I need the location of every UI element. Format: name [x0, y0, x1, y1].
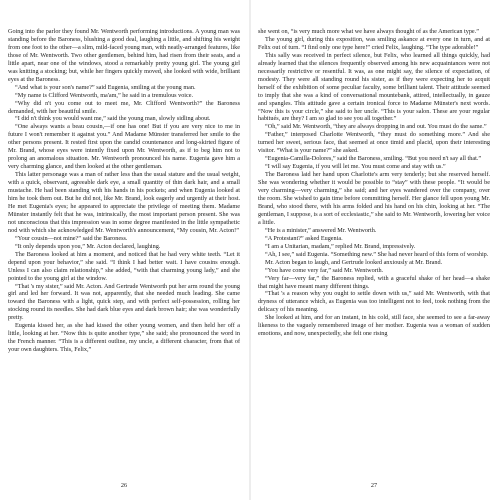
paragraph: This latter personage was a man of rather less than the usual stature and the usual weight, with a quick, observant, agreeable dark eye, a small quantity of thin dark hair, and a small mustache. He had been standing with his hands in his pockets; and when Eugenia looked at him he took them out. But he did not, like Mr. Brand, look eagerly and urgently at their host. He met Eugenia's eyes; he appeared to appreciate the privilege of meeting them. Madame Münster instantly felt that he was, intrinsically, the most important person present. She was not unconscious that this impression was in some degree manifested in the little sympathetic nod with which she acknowledged Mr. Wentworth's announcement, “My cousin, Mr. Acton!” [8, 171, 240, 234]
paragraph: “It only depends upon you,” Mr. Acton declared, laughing. [15, 242, 161, 250]
right-page [258, 28, 490, 490]
paragraph: She looked at him, and for an instant, in his cold, still face, she seemed to see a far-away likeness to the vaguely remembered image of her mother. Eugenia was a woman of sudden emotions, and now, unexpectedly, she felt one rising [258, 314, 490, 338]
left-page [8, 28, 240, 490]
paragraph: “I will say Eugenia, if you will let me. You must come and stay with us.” [265, 163, 446, 171]
paragraph: “One always wants a beau cousin,—if one has one! But if you are very nice to me in future I won't remember it against you.” And Madame Münster transferred her smile to the other persons present. It rested first upon the candid countenance and long-skirted figure of Mr. Brand, whose eyes were intently fixed upon Mr. Wentworth, as if to beg him not to prolong an anomalous situation. Mr. Wentworth pronounced his name. Eugenia gave him a very charming glance, and then looked at the other gentleman. [8, 123, 240, 171]
paragraph: The Baroness looked at him a moment, and noticed that he had very white teeth. “Let it depend upon your behavior,” she said. “I think I had better wait. I have cousins enough. Unless I can also claim relationship,” she added, “with that charming young lady,” and she pointed to the young girl at the window. [8, 250, 240, 282]
book-gutter [249, 0, 251, 500]
paragraph: “Why did n't you come out to meet me, Mr. Clifford Wentworth?” the Baroness demanded, with her beautiful smile. [8, 99, 240, 115]
paragraph: “Very far—very far,” the Baroness replied, with a graceful shake of her head—a shake that might have meant many different things. [258, 274, 490, 290]
paragraph: “That 's my sister,” said Mr. Acton. And Gertrude Wentworth put her arm round the young girl and led her forward. It was not, apparently, that she needed much leading. She came toward the Baroness with a light, quick step, and with perfect self-possession, rolling her stocking round its needles. She had dark blue eyes and dark brown hair; she was wonderfully pretty. [8, 282, 240, 322]
paragraph: “That 's a reason why you ought to settle down with us,” said Mr. Wentworth, with that dryness of utterance which, as Eugenia was too intelligent not to feel, took nothing from the delicacy of his meaning. [258, 290, 490, 314]
paragraph: Eugenia kissed her, as she had kissed the other young women, and then held her off a little, looking at her. “Now this is quite another type,” she said; she pronounced the word in the French manner. “This is a different outline, my uncle, a different character, from that of your own daughters. This, Felix,” [8, 322, 240, 354]
paragraph: “My name is Clifford Wentworth, ma'am,” he said in a tremulous voice. [15, 91, 194, 99]
paragraph: The young girl, during this exposition, was smiling askance at every one in turn, and at Felix out of turn. “I find only one type here!” cried Felix, laughing. “The type adorable!” [258, 35, 490, 51]
page-number: 27 [370, 482, 378, 489]
paragraph: she went on, “is very much more what we have always thought of as the American type.” [258, 28, 479, 35]
paragraph: “A Protestant?” asked Eugenia. [265, 234, 343, 242]
paragraph: “I am a Unitarian, madam,” replied Mr. Brand, impressively. [265, 242, 416, 250]
paragraph: “You have come very far,” said Mr. Wentworth. [265, 266, 384, 274]
paragraph: Going into the parlor they found Mr. Wentworth performing introductions. A young man was standing before the Baroness, blushing a good deal, laughing a little, and shifting his weight from one foot to the other—a slim, mild-faced young man, with neatly-arranged features, like those of Mr. Wentworth. Two other gentlemen, behind him, had risen from their seats, and a little apart, near one of the windows, stood a remarkably pretty young girl. The young girl was knitting a stocking; but, while her fingers quickly moved, she looked with wide, brilliant eyes at the Baroness. [8, 28, 240, 83]
paragraph: This sally was received in perfect silence, but Felix, who learned all things quickly, had already learned that the silences frequently observed among his new acquaintances were not necessarily restrictive or resentful. It was, as one might say, the silence of expectation, of modesty. They were all standing round his sister, as if they were expecting her to acquit herself of the exhibition of some peculiar faculty, some brilliant talent. Their attitude seemed to imply that she was a kind of conversational mountebank, attired, intellectually, in gauze and spangles. This attitude gave a certain ironical force to Madame Münster's next words. “Now this is your circle,” she said to her uncle. “This is your salon. These are your regular habitués, are they? I am so glad to see you all together.” [258, 51, 490, 123]
page-number: 26 [120, 482, 128, 489]
paragraph: “Eugenia-Camilla-Dolores,” said the Baroness, smiling. “But you need n't say all that.” [265, 155, 482, 163]
right-page-body [258, 28, 490, 338]
left-page-body [8, 28, 240, 354]
paragraph: “And what is your son's name?” said Eugenia, smiling at the young man. [15, 83, 196, 91]
paragraph: “Ah, I see,” said Eugenia. “Something new.” She had never heard of this form of worship. [265, 250, 489, 258]
paragraph: “Oh,” said Mr. Wentworth, “they are always dropping in and out. You must do the same.” [265, 123, 487, 131]
paragraph: “Your cousin—not mine?” said the Baroness. [15, 234, 128, 242]
paragraph: “Father,” interposed Charlotte Wentworth, “they must do something more.” And she turned her sweet, serious face, that seemed at once timid and placid, upon their interesting visitor. “What is your name?” she asked. [258, 131, 490, 155]
paragraph: The Baroness laid her hand upon Charlotte's arm very tenderly; but she reserved herself. She was wondering whether it would be possible to “stay” with these people. “It would be very charming—very charming,” she said; and her eyes wandered over the company, over the room. She wished to gain time before committing herself. Her glance fell upon young Mr. Brand, who stood there, with his arms folded and his hand on his chin, looking at her. “The gentleman, I suppose, is a sort of ecclesiastic,” she said to Mr. Wentworth, lowering her voice a little. [258, 171, 490, 226]
paragraph: “He is a minister,” answered Mr. Wentworth. [265, 226, 377, 234]
paragraph: “I did n't think you would want me,” said the young man, slowly sidling about. [15, 115, 211, 123]
paragraph: Mr. Acton began to laugh, and Gertrude looked anxiously at Mr. Brand. [265, 258, 443, 266]
